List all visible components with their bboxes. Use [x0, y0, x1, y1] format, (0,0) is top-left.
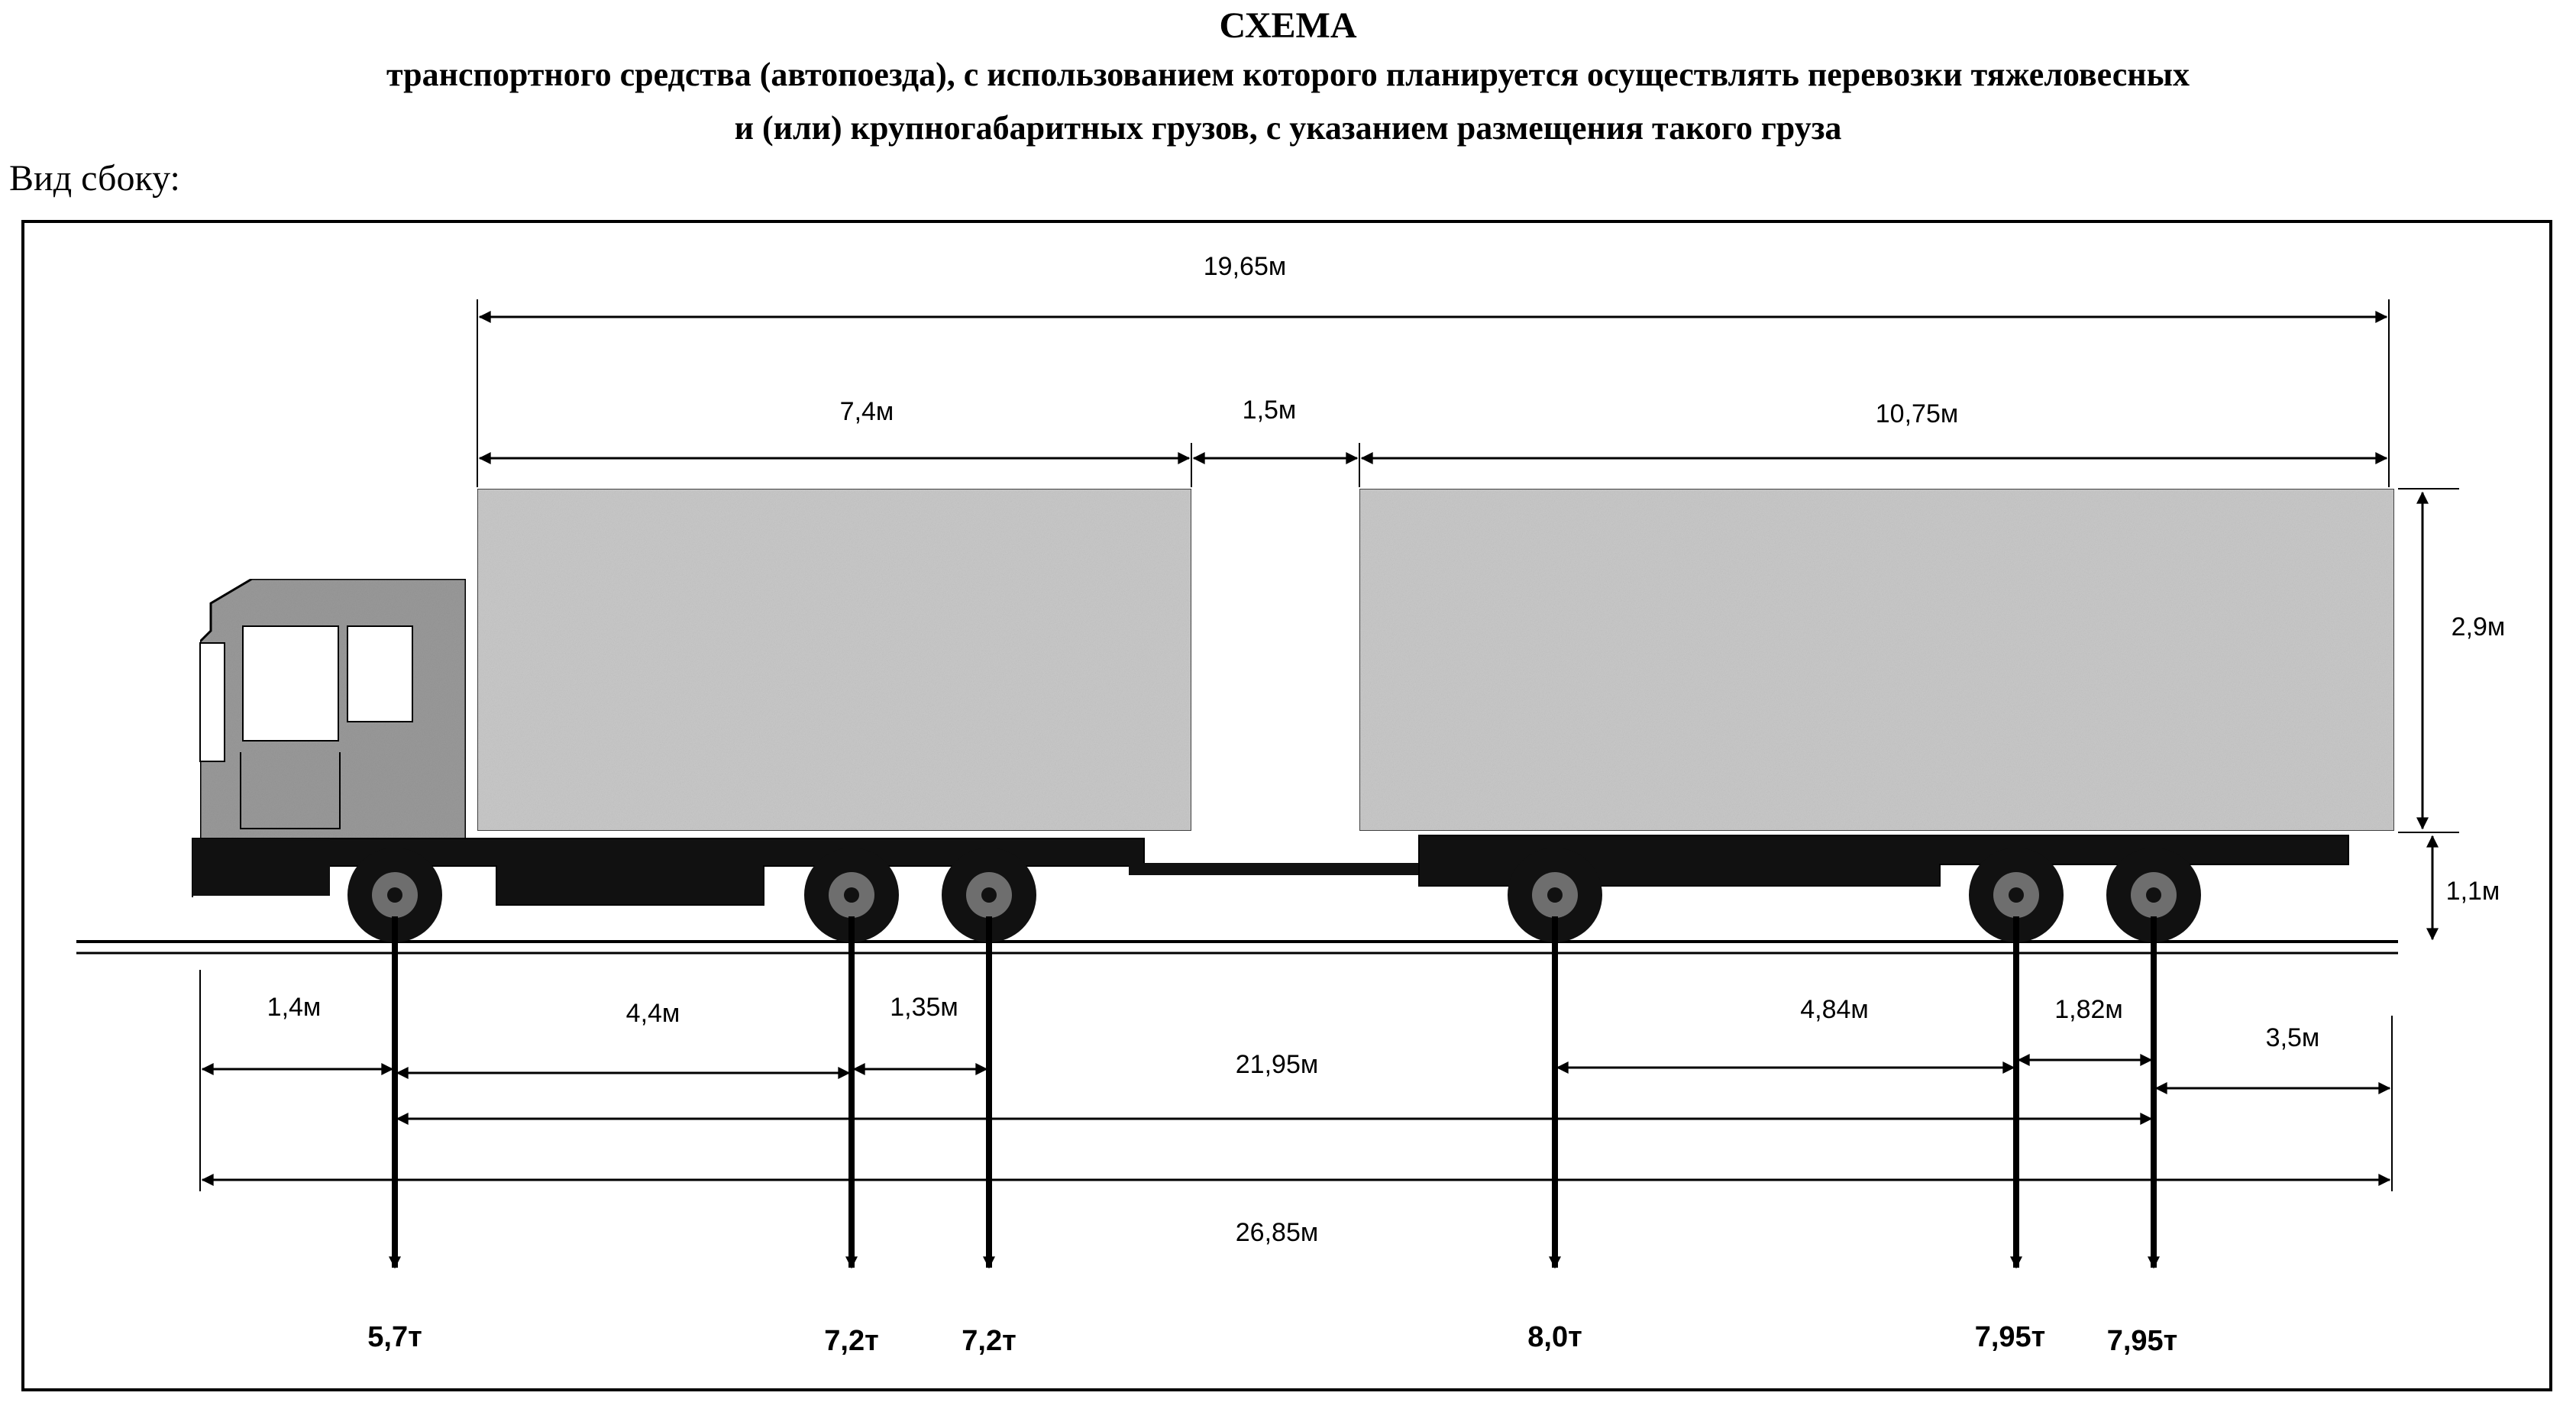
scheme-title: СХЕМА: [1219, 5, 1357, 46]
cab-door-window: [243, 626, 338, 741]
dim-label-4-84: 4,84м: [1800, 995, 1869, 1024]
axle-load-labels: [367, 1321, 2177, 1357]
scheme-subtitle-line2: и (или) крупногабаритных грузов, с указанием размещения такого груза: [734, 109, 1842, 147]
scheme-subtitle-line1: транспортного средства (автопоезда), с использованием которого планируется осуществлять перевозки тяжеловесных: [386, 56, 2190, 93]
dim-label-1-1: 1,1м: [2445, 877, 2500, 906]
load-label-2: 7,2т: [824, 1325, 879, 1357]
axle-load-arrows: [395, 916, 2154, 1268]
dim-label-1-82: 1,82м: [2054, 995, 2123, 1024]
dim-label-10-75: 10,75м: [1875, 399, 1959, 428]
cab-side-window: [200, 643, 225, 761]
dim-label-26-85: 26,85м: [1235, 1218, 1319, 1247]
dim-label-3-5: 3,5м: [2265, 1023, 2320, 1052]
load-label-4: 8,0т: [1527, 1321, 1582, 1353]
dim-label-21-95: 21,95м: [1235, 1050, 1319, 1079]
trailer-cargo-body: [1359, 489, 2394, 831]
dim-label-7-4: 7,4м: [839, 397, 894, 426]
truck-bumper: [192, 838, 330, 896]
dim-label-2-9: 2,9м: [2451, 612, 2506, 641]
dim-label-1-5: 1,5м: [1242, 396, 1297, 425]
dim-label-4-4: 4,4м: [625, 999, 680, 1028]
truck-cargo-body: [477, 489, 1191, 831]
dim-label-1-4: 1,4м: [267, 993, 322, 1022]
dim-label-1-35: 1,35м: [890, 993, 958, 1022]
load-label-1: 5,7т: [367, 1321, 422, 1353]
dim-label-19-65: 19,65м: [1203, 252, 1287, 281]
load-label-3: 7,2т: [962, 1325, 1017, 1357]
drawbar: [1129, 863, 1427, 875]
cab-rear-window: [347, 626, 412, 722]
load-label-5: 7,95т: [1974, 1321, 2046, 1353]
view-label: Вид сбоку:: [9, 158, 180, 199]
load-label-6: 7,95т: [2106, 1325, 2178, 1357]
